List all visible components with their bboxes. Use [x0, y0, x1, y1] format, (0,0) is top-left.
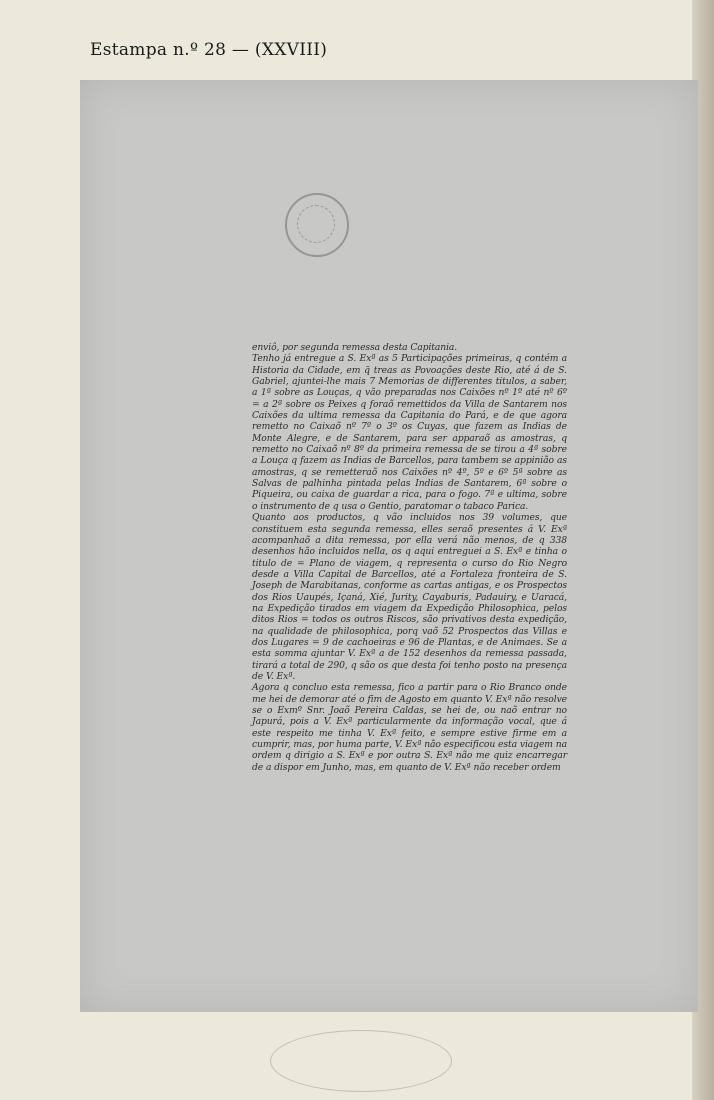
manuscript-paragraph: Tenho já entregue a S. Exª as 5 Participações primeiras, q contém a Historia da Cidade, em q̃ treas as Povoações deste Rio, até á de S. Gabriel, ajuntei-lhe mais 7 Memorias de differentes titulos, a saber, a 1ª sobre as Louças, q vão preparadas nos Caixões nº 1º até nº 6º = a 2ª sobre os Peixes q foraõ remettidos da Villa de Santarem nos Caixões da ultima remessa da Capitania do Pará, e de que agora remetto no Caixaõ nº 7º o 3º os Cuyas, que fazem as Indias de Monte Alegre, e de Santarem, para ser apparaõ as amostras, q remetto no Caixaõ nº 8º da primeira remessa de se tirou a 4ª sobre a Louça q fazem as Indias de Barcellos, para tambem se appinião as amostras, q se remetteraõ nos Caixões nº 4º, 5º e 6º 5ª sobre as Salvas de palhinha pintada pelas Indias de Santarem, 6ª sobre o Piqueira, ou caixa de guardar a rica, para o fogo. 7ª e ultima, sobre o instrumento de q usa o Gentio, paratomar o tabaco Parica.: [252, 353, 567, 512]
library-stamp-mark: [270, 1030, 452, 1092]
manuscript-text: [252, 342, 567, 773]
manuscript-paragraph: Agora q concluo esta remessa, fico a partir para o Rio Branco onde me hei de demorar até o fim de Agosto em quanto V. Exª não resolve se o Exmº Snr. Joaõ Pereira Caldas, se hei de, ou naõ entrar no Japurá, pois a V. Exª particularmente da informação vocal, que á este respeito me tinha V. Exª feito, e sempre estive firme em a cumprir, mas, por huma parte, V. Exª não especificou esta viagem na ordem q dirigio a S. Exª e por outra S. Exª não me quiz encarregar de a dispor em Junho, mas, em quanto de V. Exª não receber ordem: [252, 682, 567, 773]
manuscript-paragraph: Quanto aos productos, q vão incluidos nos 39 volumes, que constituem esta segunda remessa, elles seraõ presentes á V. Exª acompanhaõ a dita remessa, por ella verá não menos, de q 338 desenhos hão incluidos nella, os q aqui entreguei a S. Exª e tinha o titulo de = Plano de viagem, q representa o curso do Rio Negro desde a Villa Capital de Barcellos, até a Fortaleza fronteira de S. Joseph de Marabitanas, conforme as cartas antigas, e os Prospectos dos Rios Uaupés, Içaná, Xié, Jurity, Cayaburis, Padauiry, e Uaracá, na Expedição tirados em viagem da Expedição Philosophica, pelos ditos Rios = todos os outros Riscos, são privativos desta expedição, na qualidade de philosophica, porq vaõ 52 Prospectos das Villas e dos Lugares = 9 de cachoeiras e 96 de Plantas, e de Animaes. Se a esta somma ajuntar V. Exª a de 152 desenhos da remessa passada, tirará a total de 290, q são os que desta foi tenho posto na presença de V. Exª.: [252, 512, 567, 682]
archive-seal-stamp: [285, 193, 349, 257]
manuscript-paragraph: enviô, por segunda remessa desta Capitania.: [252, 342, 458, 353]
plate-caption: Estampa n.º 28 — (XXVIII): [90, 40, 328, 60]
facsimile-plate: [80, 80, 698, 1012]
